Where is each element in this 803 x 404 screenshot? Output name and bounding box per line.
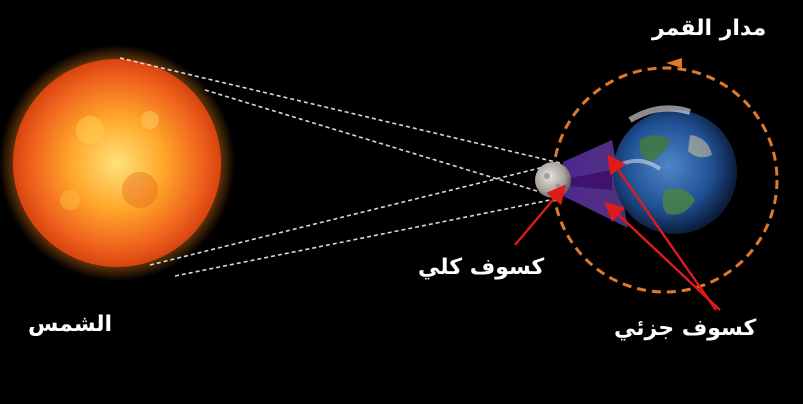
moon-orbit-label: مدار القمر <box>652 16 767 41</box>
partial-eclipse-label: كسوف جزئي <box>614 316 757 341</box>
total-eclipse-label: كسوف كلي <box>418 255 545 280</box>
moon-disc <box>535 162 571 198</box>
earth-disc <box>613 110 737 234</box>
sun <box>0 45 235 281</box>
total-eclipse-arrow <box>515 188 563 245</box>
earth <box>613 108 737 234</box>
orbit-direction-arrow-icon <box>666 58 682 68</box>
ray-top-inner <box>205 90 560 198</box>
sun-label: الشمس <box>28 312 113 337</box>
sun-disc <box>13 59 221 267</box>
moon <box>535 162 571 198</box>
